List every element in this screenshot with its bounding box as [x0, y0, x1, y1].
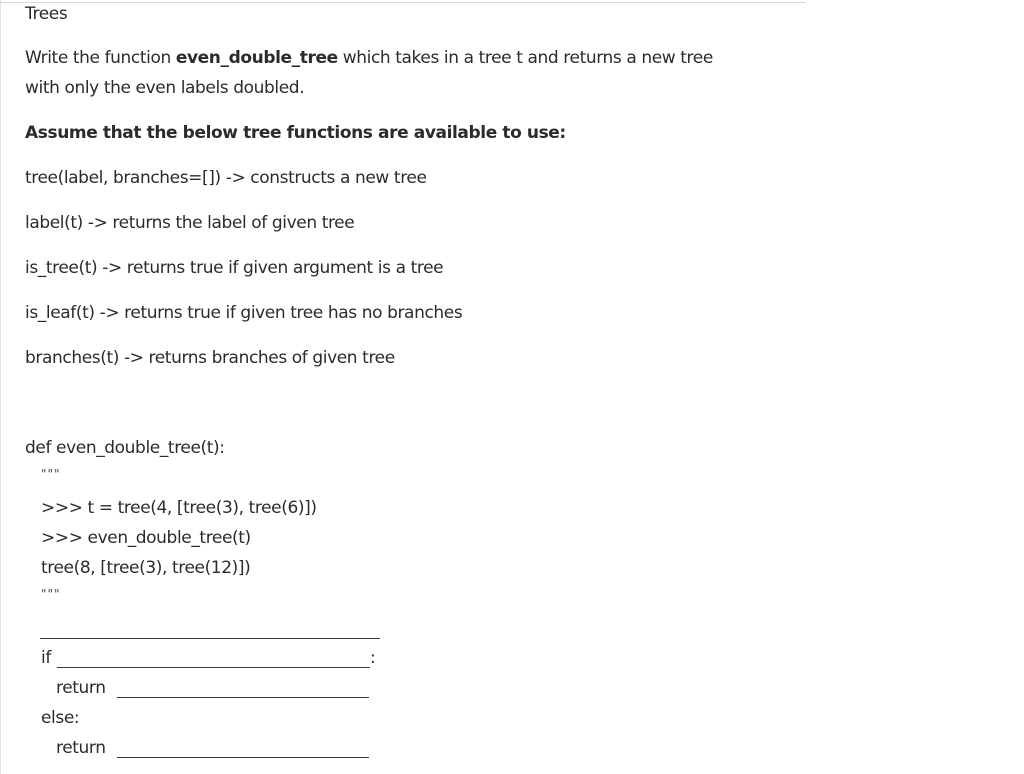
top-divider [0, 2, 806, 3]
doctest-example-1: >>> t = tree(4, [tree(3), tree(6)]) [41, 498, 317, 518]
return-keyword-1: return [56, 678, 106, 698]
function-description: branches(t) -> returns branches of given tree [25, 348, 395, 368]
left-border [0, 0, 1, 774]
function-description: is_leaf(t) -> returns true if given tree has no branches [25, 303, 463, 323]
prompt-line-1 [25, 47, 713, 69]
assume-heading: Assume that the below tree functions are available to use: [25, 123, 566, 143]
if-keyword: if [41, 648, 51, 668]
function-description: tree(label, branches=[]) -> constructs a new tree [25, 168, 427, 188]
prompt-text-pre: Write the function [25, 48, 176, 68]
docstring-open: """ [41, 467, 61, 481]
blank-line-1[interactable] [40, 638, 380, 639]
page-title: Trees [25, 4, 68, 24]
blank-return-1[interactable] [117, 697, 369, 698]
function-name: even_double_tree [175, 48, 338, 68]
blank-if-condition[interactable] [57, 667, 370, 668]
else-keyword: else: [41, 708, 80, 728]
prompt-line-2: with only the even labels doubled. [25, 78, 305, 98]
def-line: def even_double_tree(t): [25, 438, 225, 458]
doctest-output: tree(8, [tree(3), tree(12)]) [41, 558, 251, 578]
blank-return-2[interactable] [117, 757, 369, 758]
doctest-example-2: >>> even_double_tree(t) [41, 528, 251, 548]
return-keyword-2: return [56, 738, 106, 758]
function-description: label(t) -> returns the label of given tree [25, 213, 355, 233]
function-description: is_tree(t) -> returns true if given argument is a tree [25, 258, 444, 278]
prompt-text-post: which takes in a tree t and returns a new tree [337, 48, 713, 68]
docstring-close: """ [41, 587, 61, 601]
if-colon: : [370, 648, 376, 668]
